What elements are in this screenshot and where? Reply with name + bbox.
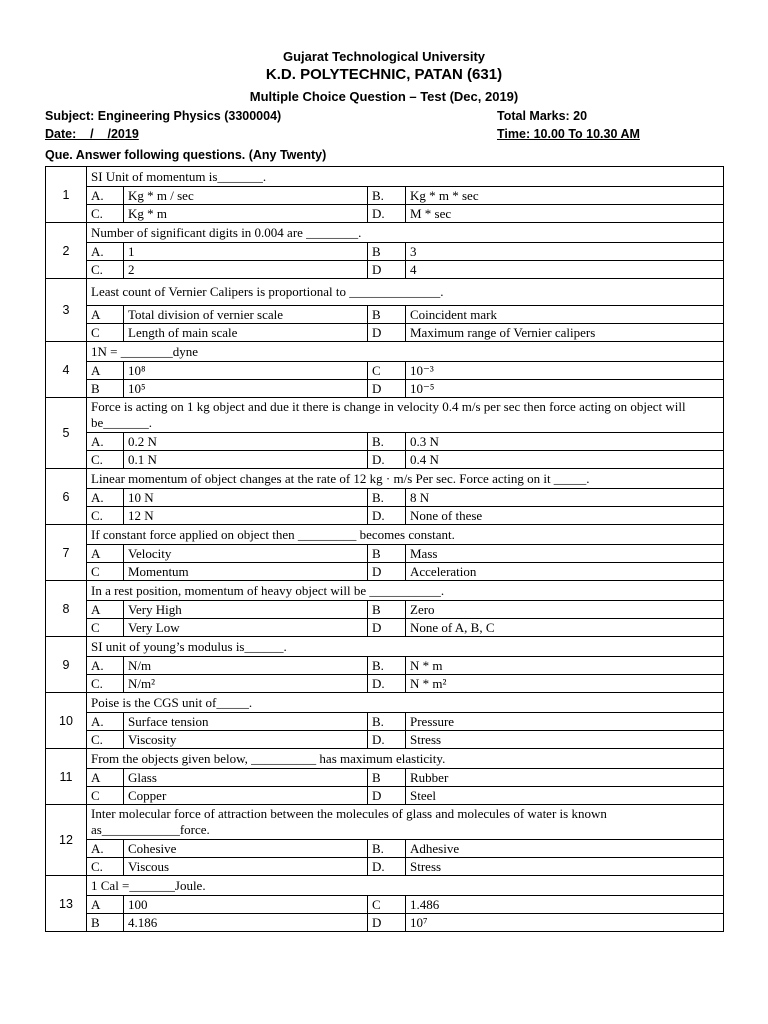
question-text: Force is acting on 1 kg object and due it there is change in velocity 0.4 m/s per sec then force acting on object will be_______.: [87, 398, 724, 433]
option-row: [46, 507, 724, 525]
option-text: None of A, B, C: [406, 619, 724, 637]
question-text: Number of significant digits in 0.004 are ________.: [87, 223, 724, 243]
option-letter: B: [368, 601, 406, 619]
option-letter: D.: [368, 731, 406, 749]
option-text: 3: [406, 243, 724, 261]
option-letter: D.: [368, 507, 406, 525]
option-row: [46, 657, 724, 675]
option-text: Very Low: [124, 619, 368, 637]
option-text: 0.4 N: [406, 451, 724, 469]
option-letter: C: [368, 362, 406, 380]
question-text: 1 Cal =_______Joule.: [87, 876, 724, 896]
option-letter: A.: [87, 713, 124, 731]
option-text: 10 N: [124, 489, 368, 507]
option-letter: C.: [87, 205, 124, 223]
option-text: Kg * m * sec: [406, 187, 724, 205]
option-text: 0.2 N: [124, 433, 368, 451]
option-text: 10⁻⁵: [406, 380, 724, 398]
option-text: 100: [124, 896, 368, 914]
option-row: [46, 243, 724, 261]
option-letter: D: [368, 261, 406, 279]
option-letter: A.: [87, 433, 124, 451]
question-row: [46, 693, 724, 713]
option-text: N * m²: [406, 675, 724, 693]
option-letter: C: [87, 619, 124, 637]
option-row: [46, 769, 724, 787]
option-text: N/m: [124, 657, 368, 675]
option-text: Steel: [406, 787, 724, 805]
option-letter: B: [368, 545, 406, 563]
question-number: 13: [46, 876, 87, 932]
option-row: [46, 489, 724, 507]
option-letter: C.: [87, 507, 124, 525]
option-row: [46, 205, 724, 223]
option-letter: A.: [87, 187, 124, 205]
option-letter: D.: [368, 858, 406, 876]
option-text: Adhesive: [406, 840, 724, 858]
option-text: Rubber: [406, 769, 724, 787]
option-letter: C: [87, 787, 124, 805]
option-text: Pressure: [406, 713, 724, 731]
option-text: M * sec: [406, 205, 724, 223]
option-row: [46, 324, 724, 342]
option-text: 10⁻³: [406, 362, 724, 380]
option-text: Maximum range of Vernier calipers: [406, 324, 724, 342]
option-text: 12 N: [124, 507, 368, 525]
question-number: 4: [46, 342, 87, 398]
question-row: [46, 749, 724, 769]
option-text: 10⁵: [124, 380, 368, 398]
option-letter: A: [87, 306, 124, 324]
option-letter: A: [87, 769, 124, 787]
option-letter: B.: [368, 433, 406, 451]
option-text: Total division of vernier scale: [124, 306, 368, 324]
question-text: Linear momentum of object changes at the rate of 12 kg · m/s Per sec. Force acting on it _____.: [87, 469, 724, 489]
option-letter: D: [368, 324, 406, 342]
option-letter: C: [87, 563, 124, 581]
option-row: [46, 601, 724, 619]
option-letter: D: [368, 563, 406, 581]
question-row: [46, 223, 724, 243]
option-row: [46, 787, 724, 805]
question-row: [46, 637, 724, 657]
option-text: N * m: [406, 657, 724, 675]
option-text: Momentum: [124, 563, 368, 581]
option-text: N/m²: [124, 675, 368, 693]
option-letter: A: [87, 362, 124, 380]
option-text: 1.486: [406, 896, 724, 914]
question-row: [46, 805, 724, 840]
option-row: [46, 896, 724, 914]
option-letter: A: [87, 896, 124, 914]
question-row: [46, 525, 724, 545]
question-text: From the objects given below, __________ has maximum elasticity.: [87, 749, 724, 769]
question-row: [46, 342, 724, 362]
option-letter: D: [368, 619, 406, 637]
question-number: 6: [46, 469, 87, 525]
option-text: 0.1 N: [124, 451, 368, 469]
option-text: 4: [406, 261, 724, 279]
option-text: Viscosity: [124, 731, 368, 749]
question-row: [46, 167, 724, 187]
option-letter: B: [87, 914, 124, 932]
question-number: 12: [46, 805, 87, 876]
option-letter: D: [368, 914, 406, 932]
option-text: Surface tension: [124, 713, 368, 731]
option-row: [46, 187, 724, 205]
option-letter: C.: [87, 731, 124, 749]
option-row: [46, 261, 724, 279]
option-letter: C.: [87, 675, 124, 693]
option-row: [46, 713, 724, 731]
option-text: Stress: [406, 731, 724, 749]
option-letter: D: [368, 787, 406, 805]
option-text: 10⁸: [124, 362, 368, 380]
option-text: 1: [124, 243, 368, 261]
option-row: [46, 731, 724, 749]
total-marks: Total Marks: 20: [497, 109, 588, 123]
option-text: Stress: [406, 858, 724, 876]
option-row: [46, 306, 724, 324]
subject-label: Subject: Engineering Physics (3300004): [45, 109, 282, 123]
option-row: [46, 362, 724, 380]
option-letter: D.: [368, 675, 406, 693]
option-row: [46, 545, 724, 563]
option-letter: B: [87, 380, 124, 398]
option-text: Copper: [124, 787, 368, 805]
option-text: 8 N: [406, 489, 724, 507]
option-row: [46, 858, 724, 876]
question-number: 8: [46, 581, 87, 637]
question-row: [46, 398, 724, 433]
question-text: Inter molecular force of attraction between the molecules of glass and molecules of water is known as____________force.: [87, 805, 724, 840]
test-title: Multiple Choice Question – Test (Dec, 2019): [249, 89, 519, 104]
option-letter: B.: [368, 840, 406, 858]
option-letter: C: [87, 324, 124, 342]
option-text: Cohesive: [124, 840, 368, 858]
option-letter: B.: [368, 489, 406, 507]
option-row: [46, 563, 724, 581]
question-text: SI Unit of momentum is_______.: [87, 167, 724, 187]
option-letter: A.: [87, 489, 124, 507]
option-letter: A.: [87, 840, 124, 858]
option-row: [46, 914, 724, 932]
option-row: [46, 451, 724, 469]
option-text: Very High: [124, 601, 368, 619]
option-text: Length of main scale: [124, 324, 368, 342]
option-text: 4.186: [124, 914, 368, 932]
option-letter: A: [87, 601, 124, 619]
option-text: Acceleration: [406, 563, 724, 581]
option-letter: B.: [368, 187, 406, 205]
option-text: 10⁷: [406, 914, 724, 932]
college-name: K.D. POLYTECHNIC, PATAN (631): [265, 66, 503, 83]
option-letter: B: [368, 769, 406, 787]
instructions: Que. Answer following questions. (Any Twenty): [45, 148, 327, 162]
option-text: Mass: [406, 545, 724, 563]
option-text: Glass: [124, 769, 368, 787]
question-row: [46, 581, 724, 601]
option-row: [46, 619, 724, 637]
question-row: [46, 876, 724, 896]
question-row: [46, 469, 724, 489]
question-number: 7: [46, 525, 87, 581]
date-label: Date: / /2019: [45, 127, 139, 141]
option-text: Coincident mark: [406, 306, 724, 324]
question-number: 5: [46, 398, 87, 469]
option-text: Velocity: [124, 545, 368, 563]
option-letter: B: [368, 243, 406, 261]
option-letter: A: [87, 545, 124, 563]
question-number: 11: [46, 749, 87, 805]
question-text: If constant force applied on object then _________ becomes constant.: [87, 525, 724, 545]
option-letter: C.: [87, 858, 124, 876]
option-letter: A.: [87, 243, 124, 261]
option-text: 0.3 N: [406, 433, 724, 451]
question-table: [45, 166, 724, 932]
option-letter: B: [368, 306, 406, 324]
option-text: Kg * m / sec: [124, 187, 368, 205]
question-number: 10: [46, 693, 87, 749]
question-text: SI unit of young’s modulus is______.: [87, 637, 724, 657]
question-text: In a rest position, momentum of heavy object will be ___________.: [87, 581, 724, 601]
option-letter: C.: [87, 451, 124, 469]
option-row: [46, 675, 724, 693]
option-row: [46, 380, 724, 398]
option-text: Zero: [406, 601, 724, 619]
option-row: [46, 840, 724, 858]
question-row: [46, 279, 724, 306]
option-letter: B.: [368, 657, 406, 675]
time-label: Time: 10.00 To 10.30 AM: [497, 127, 640, 141]
option-letter: B.: [368, 713, 406, 731]
option-letter: D.: [368, 451, 406, 469]
option-letter: D.: [368, 205, 406, 223]
option-letter: A.: [87, 657, 124, 675]
question-number: 2: [46, 223, 87, 279]
option-text: 2: [124, 261, 368, 279]
question-number: 3: [46, 279, 87, 342]
option-letter: D: [368, 380, 406, 398]
option-row: [46, 433, 724, 451]
question-number: 1: [46, 167, 87, 223]
option-text: None of these: [406, 507, 724, 525]
option-letter: C.: [87, 261, 124, 279]
option-text: Viscous: [124, 858, 368, 876]
question-text: Poise is the CGS unit of_____.: [87, 693, 724, 713]
university-name: Gujarat Technological University: [282, 49, 486, 64]
option-text: Kg * m: [124, 205, 368, 223]
option-letter: C: [368, 896, 406, 914]
question-text: Least count of Vernier Calipers is proportional to ______________.: [87, 279, 724, 306]
question-text: 1N = ________dyne: [87, 342, 724, 362]
question-number: 9: [46, 637, 87, 693]
